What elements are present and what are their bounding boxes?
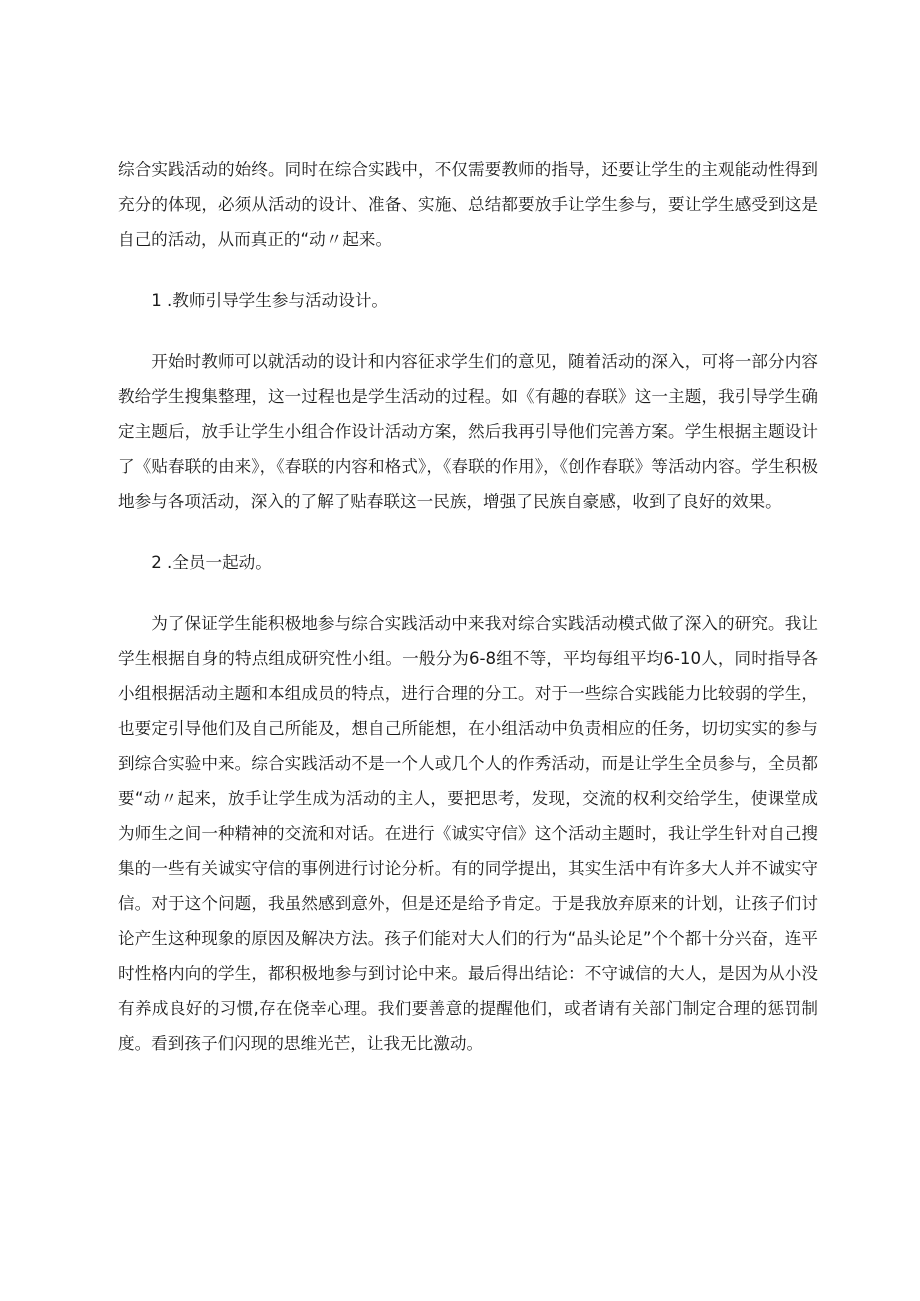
section-heading-1: 1 .教师引导学生参与活动设计。 — [151, 291, 389, 310]
section-heading-2: 2 .全员一起动。 — [151, 553, 272, 572]
paragraph-all-participate: 为了保证学生能积极地参与综合实践活动中来我对综合实践活动模式做了深入的研究。我让学生根据自身的特点组成研究性小组。一般分为6-8组不等，平均每组平均6-10人，同时指导各小组根据活动主题和本组成员的特点，进行合理的分工。对于一些综合实践能力比较弱的学生，也要定引导他们及自己所能及，想自己所能想，在小组活动中负责相应的任务，切切实实的参与到综合实验中来。综合实践活动不是一个人或几个人的作秀活动，而是让学生全员参与，全员都要“动〃起来，放手让学生成为活动的主人，要把思考，发现，交流的权利交给学生，使课堂成为师生之间一种精神的交流和对话。在进行《诚实守信》这个活动主题时，我让学生针对自己搜集的一些有关诚实守信的事例进行讨论分析。有的同学提出，其实生活中有许多大人并不诚实守信。对于这个问题，我虽然感到意外，但是还是给予肯定。于是我放弃原来的计划，让孩子们讨论产生这种现象的原因及解决方法。孩子们能对大人们的行为“品头论足”个个都十分兴奋，连平时性格内向的学生，都积极地参与到讨论中来。最后得出结论：不守诚信的大人，是因为从小没有养成良好的习惯,存在侥幸心理。我们要善意的提醒他们，或者请有关部门制定合理的惩罚制度。看到孩子们闪现的思维光芒，让我无比激动。 — [118, 614, 818, 1053]
document-body — [118, 152, 818, 1087]
paragraph-activity-design: 开始时教师可以就活动的设计和内容征求学生们的意见，随着活动的深入，可将一部分内容教给学生搜集整理，这一过程也是学生活动的过程。如《有趣的春联》这一主题，我引导学生确定主题后，放手让学生小组合作设计活动方案，然后我再引导他们完善方案。学生根据主题设计了《贴春联的由来》，《春联的内容和格式》，《春联的作用》，《创作春联》等活动内容。学生积极地参与各项活动，深入的了解了贴春联这一民族，增强了民族自豪感，收到了良好的效果。 — [118, 352, 818, 511]
paragraph-continuation: 综合实践活动的始终。同时在综合实践中，不仅需要教师的指导，还要让学生的主观能动性得到充分的体现，必须从活动的设计、准备、实施、总结都要放手让学生参与，要让学生感受到这是自己的活动，从而真正的“动〃起来。 — [118, 160, 818, 249]
